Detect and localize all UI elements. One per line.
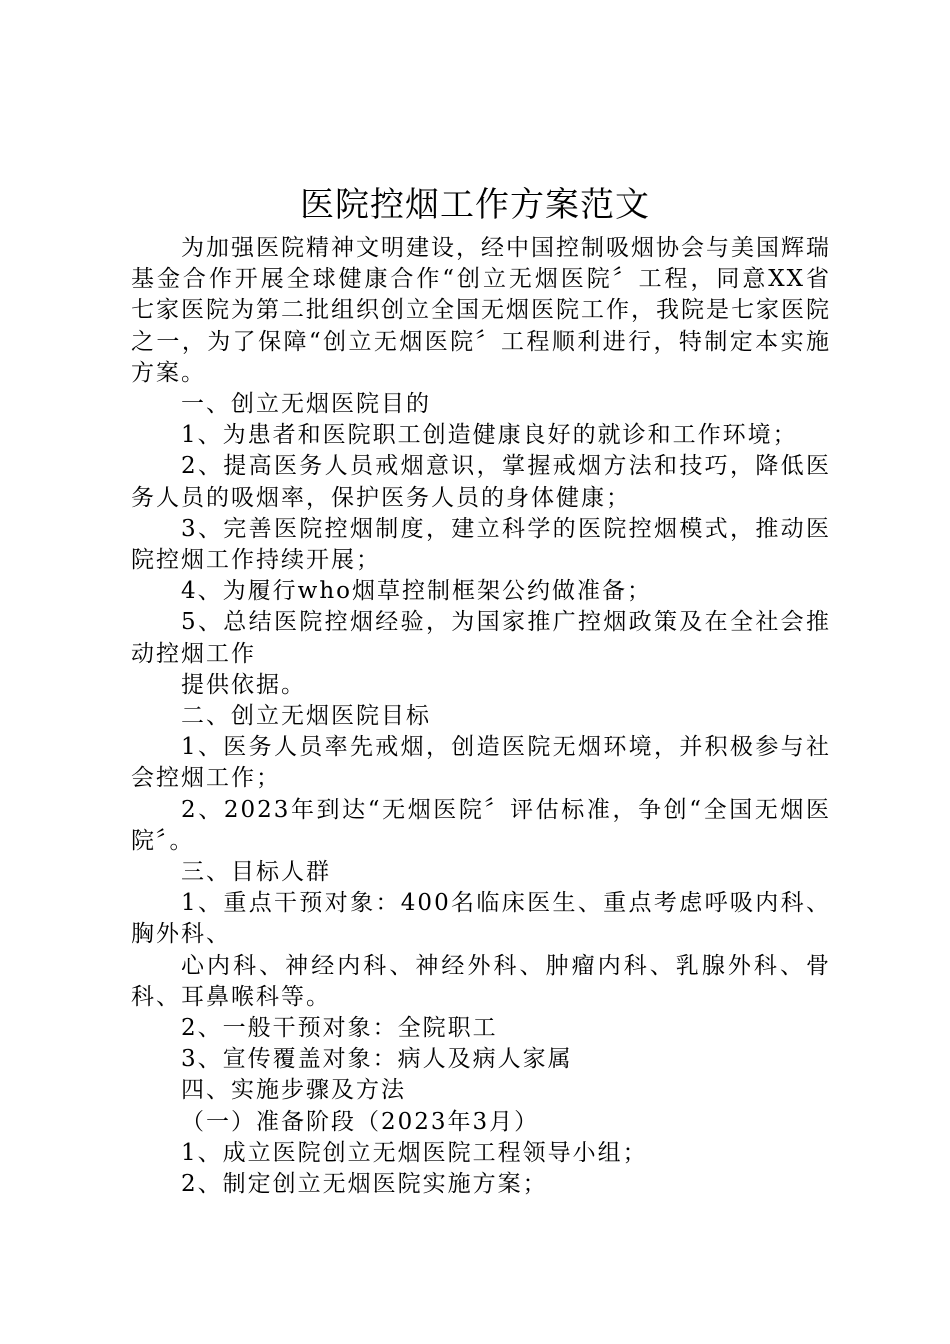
paragraph-step-2: 2、制定创立无烟医院实施方案； xyxy=(181,1171,548,1198)
paragraph-target-1: 1、重点干预对象：400名临床医生、重点考虑呼吸内科、胸外科、 xyxy=(131,890,831,948)
heading-section-4: 四、实施步骤及方法 xyxy=(181,1077,406,1104)
paragraph-intro: 为加强医院精神文明建设，经中国控制吸烟协会与美国辉瑞基金合作开展全球健康合作“创立无烟医院〞工程，同意XX省七家医院为第二批组织创立全国无烟医院工作，我院是七家医院之一，为了保障“创立无烟医院〞工程顺利进行，特制定本实施方案。 xyxy=(131,235,831,386)
heading-section-2: 二、创立无烟医院目标 xyxy=(181,703,431,730)
document-title: 医院控烟工作方案范文 xyxy=(300,185,650,225)
paragraph-purpose-2: 2、提高医务人员戒烟意识，掌握戒烟方法和技巧，降低医务人员的吸烟率，保护医务人员的身体健康； xyxy=(131,453,831,511)
paragraph-purpose-5-continued: 提供依据。 xyxy=(181,671,306,698)
heading-subsection-prep: （一）准备阶段（2023年3月） xyxy=(181,1108,540,1135)
paragraph-target-1-continued: 心内科、神经内科、神经外科、肿瘤内科、乳腺外科、骨科、耳鼻喉科等。 xyxy=(131,952,831,1010)
heading-section-1: 一、创立无烟医院目的 xyxy=(181,391,431,418)
paragraph-target-3: 3、宣传覆盖对象：病人及病人家属 xyxy=(181,1046,573,1073)
heading-section-3: 三、目标人群 xyxy=(181,859,331,886)
paragraph-goal-2: 2、2023年到达“无烟医院〞评估标准，争创“全国无烟医院〞。 xyxy=(131,796,831,854)
document-body xyxy=(131,233,831,1200)
paragraph-step-1: 1、成立医院创立无烟医院工程领导小组； xyxy=(181,1139,648,1166)
paragraph-target-2: 2、一般干预对象：全院职工 xyxy=(181,1015,498,1042)
paragraph-purpose-1: 1、为患者和医院职工创造健康良好的就诊和工作环境； xyxy=(181,422,798,449)
paragraph-purpose-3: 3、完善医院控烟制度，建立科学的医院控烟模式，推动医院控烟工作持续开展； xyxy=(131,515,831,574)
paragraph-purpose-5: 5、总结医院控烟经验，为国家推广控烟政策及在全社会推动控烟工作 xyxy=(131,609,831,667)
paragraph-goal-1: 1、医务人员率先戒烟，创造医院无烟环境，并积极参与社会控烟工作； xyxy=(131,734,831,792)
paragraph-purpose-4: 4、为履行who烟草控制框架公约做准备； xyxy=(181,578,652,605)
